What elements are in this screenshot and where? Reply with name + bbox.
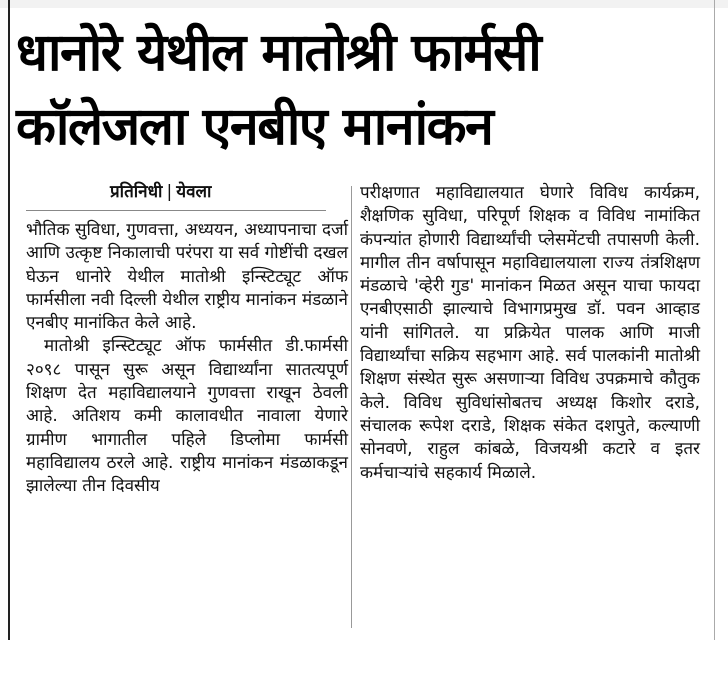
byline-separator: |: [166, 182, 173, 202]
column-divider: [351, 186, 352, 628]
top-strip: [0, 0, 728, 8]
article-paragraph-3: परीक्षणात महाविद्यालयात घेणारे विविध कार्यक्रम, शैक्षणिक सुविधा, परिपूर्ण शिक्षक व विविध नामांकित कंपन्यांत होणारी विद्यार्थ्यांची प्लेसमेंटची तपासणी केली. मागील तीन वर्षापासून महाविद्यालयाला राज्य तंत्रशिक्षण मंडळाचे 'व्हेरी गुड' मानांकन मिळत असून याचा फायदा एनबीएसाठी झाल्याचे विभागप्रमुख डॉ. पवन आव्हाड यांनी सांगितले. या प्रक्रियेत पालक आणि माजी विद्यार्थ्यांचा सक्रिय सहभाग आहे. सर्व पालकांनी मातोश्री शिक्षण संस्थेत सुरू असणाऱ्या विविध उपक्रमाचे कौतुक केले. विविध सुविधांसोबतच अध्यक्ष किशोर दराडे, संचालक रूपेश दराडे, शिक्षक संकेत दशपुते, कल्याणी सोनवणे, राहुल कांबळे, विजयश्री कटारे व इतर कर्मचाऱ्यांचे सहकार्य मिळाले.: [360, 183, 700, 483]
article-paragraph-2: मातोश्री इन्स्टिट्यूट ऑफ फार्मसीत डी.फार्मसी २०९८ पासून सुरू असून विद्यार्थ्यांना सातत्यपूर्ण शिक्षण देत महाविद्यालयाने गुणवत्ता राखून ठेवली आहे. अतिशय कमी कालावधीत नावाला येणारे ग्रामीण भागातील पहिले डिप्लोमा फार्मसी महाविद्यालय ठरले आहे. राष्ट्रीय मानांकन मंडळाकडून झालेल्या तीन दिवसीय: [26, 336, 348, 497]
article-column-right: [360, 182, 700, 485]
headline-line-2: कॉलेजला एनबीए मानांकन: [16, 97, 493, 157]
left-border-rule: [8, 0, 10, 640]
right-border-rule: [714, 0, 715, 640]
byline-reporter: प्रतिनिधी: [110, 182, 163, 202]
byline-place: येवला: [176, 182, 212, 202]
byline: [26, 180, 348, 204]
article-paragraph-1: भौतिक सुविधा, गुणवत्ता, अध्ययन, अध्यापनाचा दर्जा आणि उत्कृष्ट निकालाची परंपरा या सर्व गोष्टींची दखल घेऊन धानोरे येथील मातोश्री इन्स्टिट्यूट ऑफ फार्मसीला नवी दिल्ली येथील राष्ट्रीय मानांकन मंडळाने एनबीए मानांकित केले आहे.: [26, 220, 348, 334]
headline-line-1: धानोरे येथील मातोश्री फार्मसी: [16, 23, 541, 83]
byline-divider: [26, 210, 326, 211]
article-column-left: [26, 180, 348, 499]
article-headline: [16, 16, 706, 164]
